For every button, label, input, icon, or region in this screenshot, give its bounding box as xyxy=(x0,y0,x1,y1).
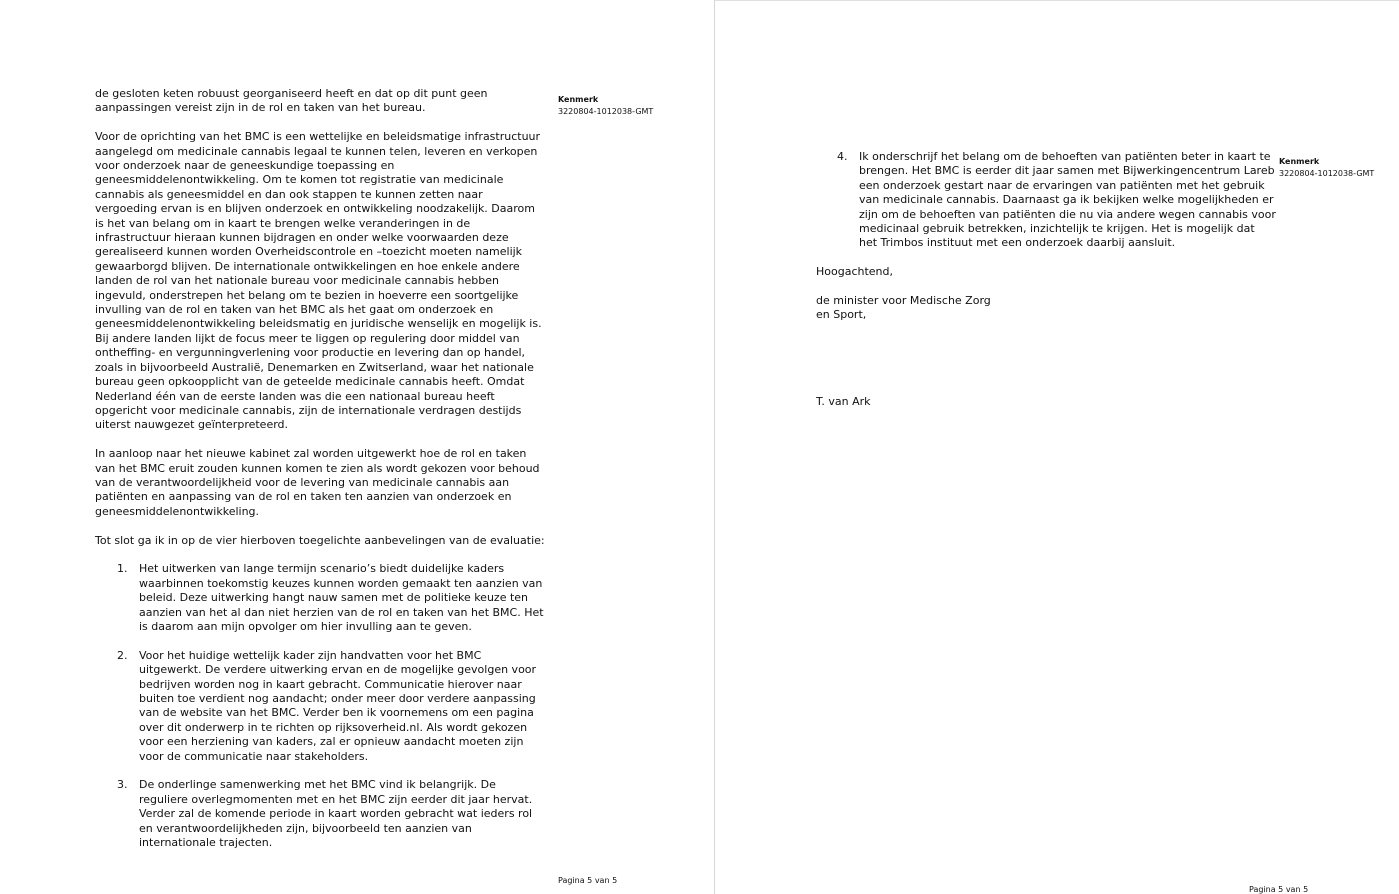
document-page-right xyxy=(714,0,1399,894)
list-item xyxy=(95,562,547,634)
paragraph: Tot slot ga ik in op de vier hierboven toegelichte aanbevelingen van de evaluatie: xyxy=(95,533,545,547)
kenmerk-block xyxy=(1279,156,1374,180)
list-number: 3. xyxy=(117,778,128,792)
list-number: 1. xyxy=(117,562,128,576)
kenmerk-label: Kenmerk xyxy=(558,95,599,104)
signatory-title xyxy=(816,294,1276,323)
list-text: De onderlinge samenwerking met het BMC vind ik belangrijk. De reguliere overlegmomenten met en het BMC zijn eerder dit jaar hervat. Verder zal de komende periode in kaart worden gebracht wat ieders rol en verantwoordelijkheden zijn, bijvoorbeeld ten aanzien van internationale trajecten. xyxy=(139,778,533,850)
recommendations-list xyxy=(816,150,1276,251)
kenmerk-value: 3220804-1012038-GMT xyxy=(1279,169,1375,178)
list-text: Ik onderschrijf het belang om de behoeften van patiënten beter in kaart te brengen. Het BMC is eerder dit jaar samen met Bijwerkingencentrum Lareb een onderzoek gestart naar de ervaringen van patiënten met het gebruik van medicinale cannabis. Daarnaast ga ik bekijken welke mogelijkheden er zijn om de behoeften van patiënten die nu via andere wegen cannabis voor medicinaal gebruik betrekken, inzichtelijk te krijgen. Het is mogelijk dat het Trimbos instituut met een onderzoek daarbij aansluit. xyxy=(859,150,1276,250)
page-footer: Pagina 5 van 5 xyxy=(558,876,618,885)
list-item xyxy=(95,649,547,764)
list-item xyxy=(816,150,1276,251)
paragraph: In aanloop naar het nieuwe kabinet zal worden uitgewerkt hoe de rol en taken van het BMC eruit zouden kunnen komen te zien als wordt gekozen voor behoud van de verantwoordelijkheid voor de levering van medicinale cannabis aan patiënten en aanpassing van de rol en taken ten aanzien van onderzoek en geneesmiddelenontwikkeling. xyxy=(95,447,540,518)
paragraph: de gesloten keten robuust georganiseerd heeft en dat op dit punt geen aanpassingen vereist zijn in de rol en taken van het bureau. xyxy=(95,87,488,115)
signatory-line: de minister voor Medische Zorg xyxy=(816,294,991,308)
kenmerk-value: 3220804-1012038-GMT xyxy=(558,107,654,116)
letter-body-right xyxy=(816,150,1276,409)
recommendations-list xyxy=(95,562,547,850)
signer-name: T. van Ark xyxy=(816,394,871,408)
list-number: 4. xyxy=(837,150,848,163)
letter-body-left xyxy=(95,87,547,865)
signatory-line: en Sport, xyxy=(816,308,867,322)
list-number: 2. xyxy=(117,648,128,662)
list-item xyxy=(95,778,547,850)
list-text: Voor het huidige wettelijk kader zijn handvatten voor het BMC uitgewerkt. De verdere uitwerking ervan en de mogelijke gevolgen voor bedrijven worden nog in kaart gebracht. Communicatie hierover naar buiten toe verdient nog aandacht; onder meer door verdere aanpassing van de website van het BMC. Verder ben ik voornemens om een pagina over dit onderwerp in te richten op rijksoverheid.nl. Als wordt gekozen voor een herziening van kaders, zal er opnieuw aandacht moeten zijn voor de communicatie naar stakeholders. xyxy=(139,648,537,763)
list-text: Het uitwerken van lange termijn scenario’s biedt duidelijke kaders waarbinnen toekomstig keuzes kunnen worden gemaakt ten aanzien van beleid. Deze uitwerking hangt nauw samen met de politieke keuze ten aanzien van het al dan niet herzien van de rol en taken van het BMC. Het is daarom aan mijn opvolger om hier invulling aan te geven. xyxy=(139,562,544,633)
page-footer: Pagina 5 van 5 xyxy=(1249,885,1309,894)
kenmerk-block xyxy=(558,94,653,118)
kenmerk-label: Kenmerk xyxy=(1279,157,1320,166)
closing-salutation: Hoogachtend, xyxy=(816,265,894,279)
paragraph: Voor de oprichting van het BMC is een wettelijke en beleidsmatige infrastructuur aangelegd om medicinale cannabis legaal te kunnen telen, leveren en verkopen voor onderzoek naar de geneeskundige toepassing en geneesmiddelenontwikkeling. Om te komen tot registratie van medicinale cannabis als geneesmiddel en dan ook stappen te kunnen zetten naar vergoeding ervan is en blijven onderzoek en ontwikkeling noodzakelijk. Daarom is het van belang om in kaart te brengen welke veranderingen in de infrastructuur hieraan kunnen bijdragen en onder welke voorwaarden deze gerealiseerd kunnen worden Overheidscontrole en –toezicht moeten namelijk gewaarborgd blijven. De internationale ontwikkelingen en hoe enkele andere landen de rol van het nationale bureau voor medicinale cannabis hebben ingevuld, onderstrepen het belang om te bezien in hoeverre een soortgelijke invulling van de rol en taken van het BMC als het gaat om onderzoek en geneesmiddelenontwikkeling beleidsmatig en juridische wenselijk en mogelijk is. Bij andere landen lijkt de focus meer te liggen op regulering door middel van ontheffing- en vergunningverlening voor productie en levering dan op handel, zoals in bijvoorbeeld Australië, Denemarken en Zwitserland, waar het nationale bureau geen opkoopplicht van de geteelde medicinale cannabis heeft. Omdat Nederland één van de eerste landen was die een nationaal bureau heeft opgericht voor medicinale cannabis, zijn de internationale verdragen destijds uiterst nauwgezet geïnterpreteerd. xyxy=(95,130,542,432)
